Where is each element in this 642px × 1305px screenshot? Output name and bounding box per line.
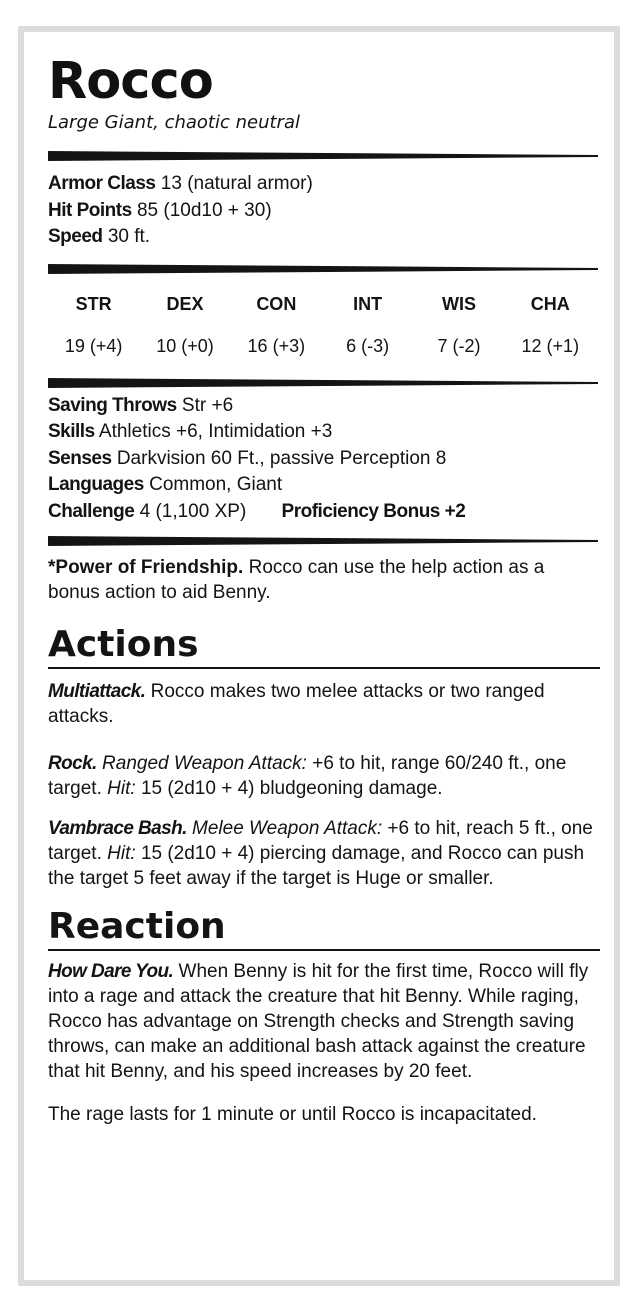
hit-points-value: 85 (10d10 + 30) <box>136 199 272 221</box>
ability-value: 10 (+0) <box>156 335 214 356</box>
divider <box>48 263 598 275</box>
divider <box>48 535 598 547</box>
armor-class-value: 13 (natural armor) <box>160 173 313 194</box>
ability-wis <box>413 291 504 359</box>
ability-cha <box>505 291 596 359</box>
action-name: Vambrace Bash. <box>48 818 187 839</box>
senses-label: Senses <box>48 447 112 469</box>
attack-type: Ranged Weapon Attack: <box>102 753 307 774</box>
action-name: Rock. <box>48 753 97 774</box>
ability-label: CON <box>256 293 297 314</box>
challenge-value: 4 (1,100 XP) <box>139 500 247 522</box>
ability-label: WIS <box>441 293 476 314</box>
ability-value: 16 (+3) <box>247 335 306 356</box>
ability-int <box>322 291 413 359</box>
languages-label: Languages <box>48 474 144 495</box>
ability-str <box>48 291 139 359</box>
stat-block <box>48 54 598 1127</box>
trait-text: Rocco can use the help action as a bonus action to aid Benny. <box>48 557 545 603</box>
languages-line <box>48 472 598 499</box>
senses-value: Darkvision 60 Ft., passive Perception 8 <box>116 447 447 469</box>
actions-heading: Actions <box>48 624 199 665</box>
hit-label: Hit: <box>107 843 136 864</box>
actions-rule <box>48 667 600 669</box>
skills-label: Skills <box>48 421 95 442</box>
action-multiattack <box>48 679 598 729</box>
ability-con <box>231 291 322 359</box>
divider <box>48 377 598 389</box>
reaction-how-dare-you <box>48 959 598 1084</box>
ability-label: DEX <box>166 293 204 314</box>
languages-value: Common, Giant <box>149 474 283 495</box>
saving-throws-value: Str +6 <box>181 394 234 416</box>
reaction-note: The rage lasts for 1 minute or until Rocco is incapacitated. <box>48 1104 537 1125</box>
ability-label: STR <box>75 293 112 314</box>
hit-label: Hit: <box>107 778 136 799</box>
reaction-rule <box>48 949 600 951</box>
action-vambrace-bash <box>48 816 598 891</box>
ability-value: 6 (-3) <box>346 335 390 356</box>
action-name: Multiattack. <box>48 681 146 702</box>
attack-text: +6 to hit, reach 5 ft., one target. <box>48 818 593 864</box>
creature-type: Large Giant, chaotic neutral <box>48 112 300 133</box>
hit-points-line <box>48 198 598 225</box>
hit-points-label: Hit Points <box>48 199 132 221</box>
ability-value: 12 (+1) <box>521 335 580 356</box>
stat-block-frame <box>18 26 620 1286</box>
hit-text: 15 (2d10 + 4) bludgeoning damage. <box>140 778 443 799</box>
challenge-line <box>48 499 598 526</box>
reaction-name: How Dare You. <box>48 961 174 982</box>
saving-throws-line <box>48 393 598 420</box>
ability-value: 19 (+4) <box>64 335 123 356</box>
trait-name: *Power of Friendship. <box>48 557 244 578</box>
action-text: Rocco makes two melee attacks or two ranged attacks. <box>48 681 545 727</box>
attack-type: Melee Weapon Attack: <box>192 818 383 839</box>
hit-text: 15 (2d10 + 4) piercing damage, and Rocco can push the target 5 feet away if the target is Huge or smaller. <box>48 843 585 889</box>
ability-scores <box>48 291 596 359</box>
armor-class-line <box>48 171 598 198</box>
speed-label: Speed <box>48 226 103 247</box>
divider <box>48 150 598 162</box>
challenge-label: Challenge <box>48 500 135 522</box>
attack-text: +6 to hit, range 60/240 ft., one target. <box>48 753 567 799</box>
skills-value: Athletics +6, Intimidation +3 <box>98 421 333 442</box>
ability-label: CHA <box>530 293 570 314</box>
skills-line <box>48 419 598 446</box>
speed-line <box>48 224 598 251</box>
trait-power-of-friendship <box>48 555 598 605</box>
proficiency-bonus: Proficiency Bonus +2 <box>281 500 466 522</box>
ability-dex <box>139 291 230 359</box>
reaction-heading: Reaction <box>48 906 226 947</box>
ability-label: INT <box>353 293 383 314</box>
armor-class-label: Armor Class <box>48 173 156 194</box>
speed-value: 30 ft. <box>107 226 151 247</box>
senses-line <box>48 446 598 473</box>
reaction-text: When Benny is hit for the first time, Rocco will fly into a rage and attack the creature that hit Benny. While raging, Rocco has advantage on Strength checks and Strength saving throws, can make an additional bash attack against the creature that hit Benny, and his speed increases by 20 feet. <box>48 961 589 1082</box>
action-rock <box>48 751 598 801</box>
ability-value: 7 (-2) <box>437 335 481 356</box>
saving-throws-label: Saving Throws <box>48 394 177 416</box>
creature-name: Rocco <box>48 52 213 111</box>
